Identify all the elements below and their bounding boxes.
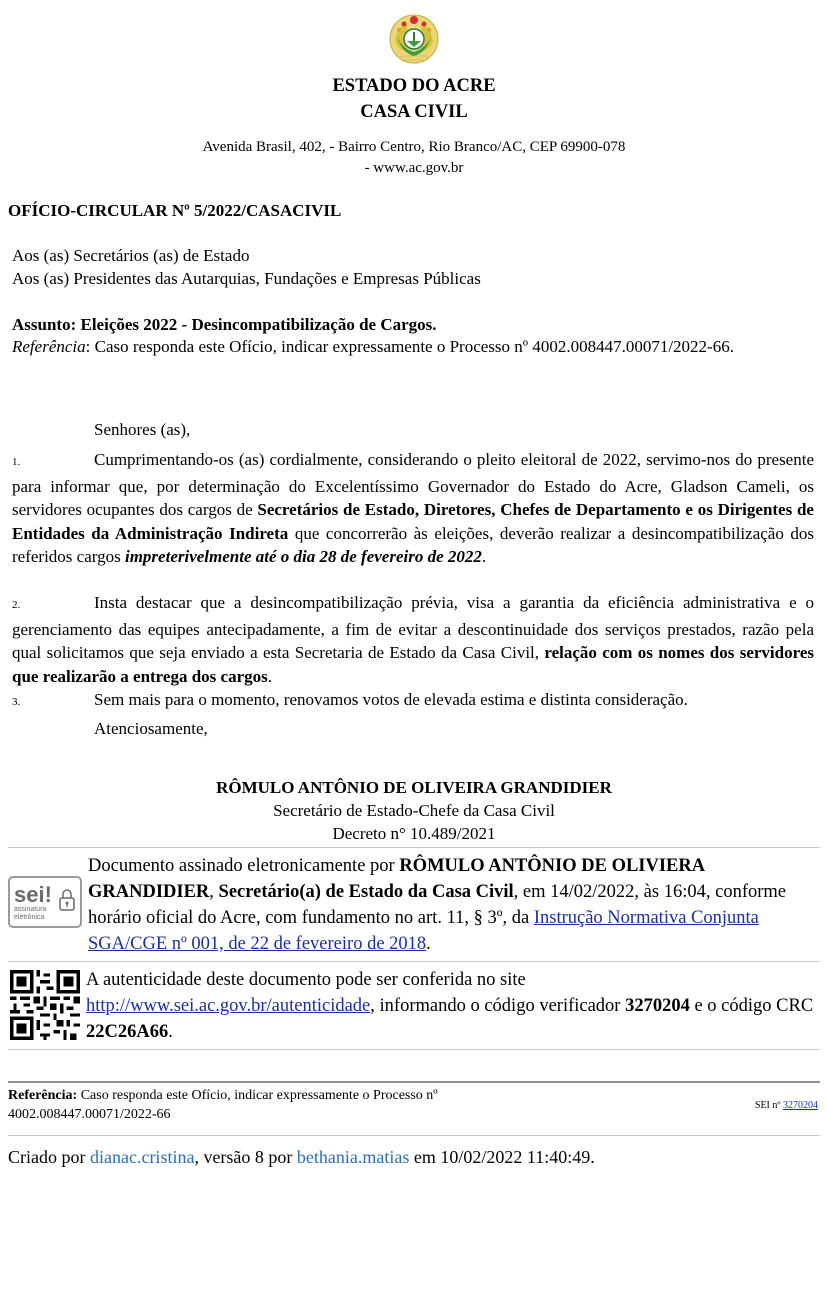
svg-text:eletrônica: eletrônica (14, 914, 45, 921)
paragraph-number: 2. (12, 599, 21, 611)
authenticity-link[interactable]: http://www.sei.ac.gov.br/autenticidade (86, 996, 371, 1016)
subject-block (12, 314, 812, 358)
qr-code-icon (10, 970, 80, 1040)
address-line-2: - www.ac.gov.br (364, 160, 464, 176)
sei-number: SEI nº 3270204 (754, 1100, 818, 1111)
editor-user-link[interactable]: bethania.matias (296, 1147, 410, 1167)
signer-name: RÔMULO ANTÔNIO DE OLIVEIRA GRANDIDIER (216, 778, 612, 797)
footer-reference: Referência: Caso responda este Ofício, indicar expressamente o Processo nº 4002.008447.00071/2022-66 (8, 1088, 438, 1122)
svg-text:assinatura: assinatura (14, 906, 47, 913)
electronic-signature-text: Documento assinado eletronicamente por RÔMULO ANTÔNIO DE OLIVIERA GRANDIDIER, Secretário(a) de Estado da Casa Civil, em 14/02/2022, às 16:04, conforme horário oficial do Acre, com fundamento no art. 11, § 3º, da Instrução Normativa Conjunta SGA/CGE nº 001, de 22 de fevereiro de 2018. (88, 856, 786, 954)
divider (8, 1049, 820, 1050)
salutation: Senhores (as), (94, 420, 191, 439)
address-line-1: Avenida Brasil, 402, - Bairro Centro, Rio Branco/AC, CEP 69900-078 (202, 139, 626, 155)
crc-code: 22C26A66 (86, 1022, 169, 1042)
reference-label: Referência (12, 337, 86, 356)
divider (8, 1135, 820, 1136)
state-name: ESTADO DO ACRE (332, 76, 496, 96)
recipient-line: Aos (as) Secretários (as) de Estado (12, 246, 250, 265)
creator-user-link[interactable]: dianac.cristina (89, 1147, 195, 1167)
sei-signature-seal-icon (8, 876, 82, 928)
paragraph-3: 3. Sem mais para o momento, renovamos votos de elevada estima e distinta consideração. (12, 688, 814, 715)
reference-text: : Caso responda este Ofício, indicar expressamente o Processo nº 4002.008447.00071/2022-66. (85, 337, 734, 356)
normative-instruction-link[interactable]: Instrução Normativa Conjunta SGA/CGE nº 001, de 22 de fevereiro de 2018 (88, 908, 759, 954)
document-title: OFÍCIO-CIRCULAR Nº 5/2022/CASACIVIL (8, 201, 342, 220)
verifier-code: 3270204 (625, 996, 690, 1016)
signer: RÔMULO ANTÔNIO DE OLIVIERA GRANDIDIER (88, 856, 705, 902)
authenticity-text: A autenticidade deste documento pode ser conferida no site http://www.sei.ac.gov.br/autenticidade, informando o código verificador 3270204 e o código CRC 22C26A66. (86, 970, 814, 1042)
reference (12, 336, 812, 358)
agency-name: CASA CIVIL (360, 102, 468, 122)
divider (8, 847, 820, 848)
acre-coat-of-arms-icon (387, 12, 441, 66)
paragraph-number: 3. (12, 696, 21, 708)
svg-text:sei!: sei! (14, 882, 52, 907)
version-info: Criado por dianac.cristina, versão 8 por bethania.matias em 10/02/2022 11:40:49. (8, 1147, 595, 1167)
paragraph-2: 2. Insta destacar que a desincompatibilização prévia, visa a garantia da eficiência administrativa e o gerenciamento das equipes antecipadamente, a fim de evitar a descontinuidade dos serviços prestados, razão pela qual solicitamos que seja enviado a esta Secretaria de Estado da Casa Civil, relação com os nomes dos servidores que realizarão a entrega dos cargos. (12, 593, 814, 686)
footer-divider (8, 1081, 820, 1083)
recipient-line: Aos (as) Presidentes das Autarquias, Fundações e Empresas Públicas (12, 269, 481, 288)
divider (8, 961, 820, 962)
recipients (12, 244, 481, 290)
paragraph-number: 1. (12, 456, 21, 468)
subject: Assunto: Eleições 2022 - Desincompatibilização de Cargos. (12, 315, 437, 334)
closing: Atenciosamente, (94, 719, 208, 738)
paragraph-1: 1. Cumprimentando-os (as) cordialmente, considerando o pleito eleitoral de 2022, servimo-nos do presente para informar que, por determinação do Excelentíssimo Governador do Estado do Acre, Gladson Cameli, os servidores ocupantes dos cargos de Secretários de Estado, Diretores, Chefes de Departamento e os Dirigentes de Entidades da Administração Indireta que concorrerão às eleições, deverão realizar a desincompatibilização dos referidos cargos impreterivelmente até o dia 28 de fevereiro de 2022. (12, 450, 814, 566)
sei-number-link[interactable]: 3270204 (783, 1100, 818, 1111)
signer-role: Secretário de Estado-Chefe da Casa Civil (273, 801, 555, 820)
signer-role: Secretário(a) de Estado da Casa Civil (218, 882, 514, 902)
signer-decree: Decreto n° 10.489/2021 (332, 824, 496, 843)
